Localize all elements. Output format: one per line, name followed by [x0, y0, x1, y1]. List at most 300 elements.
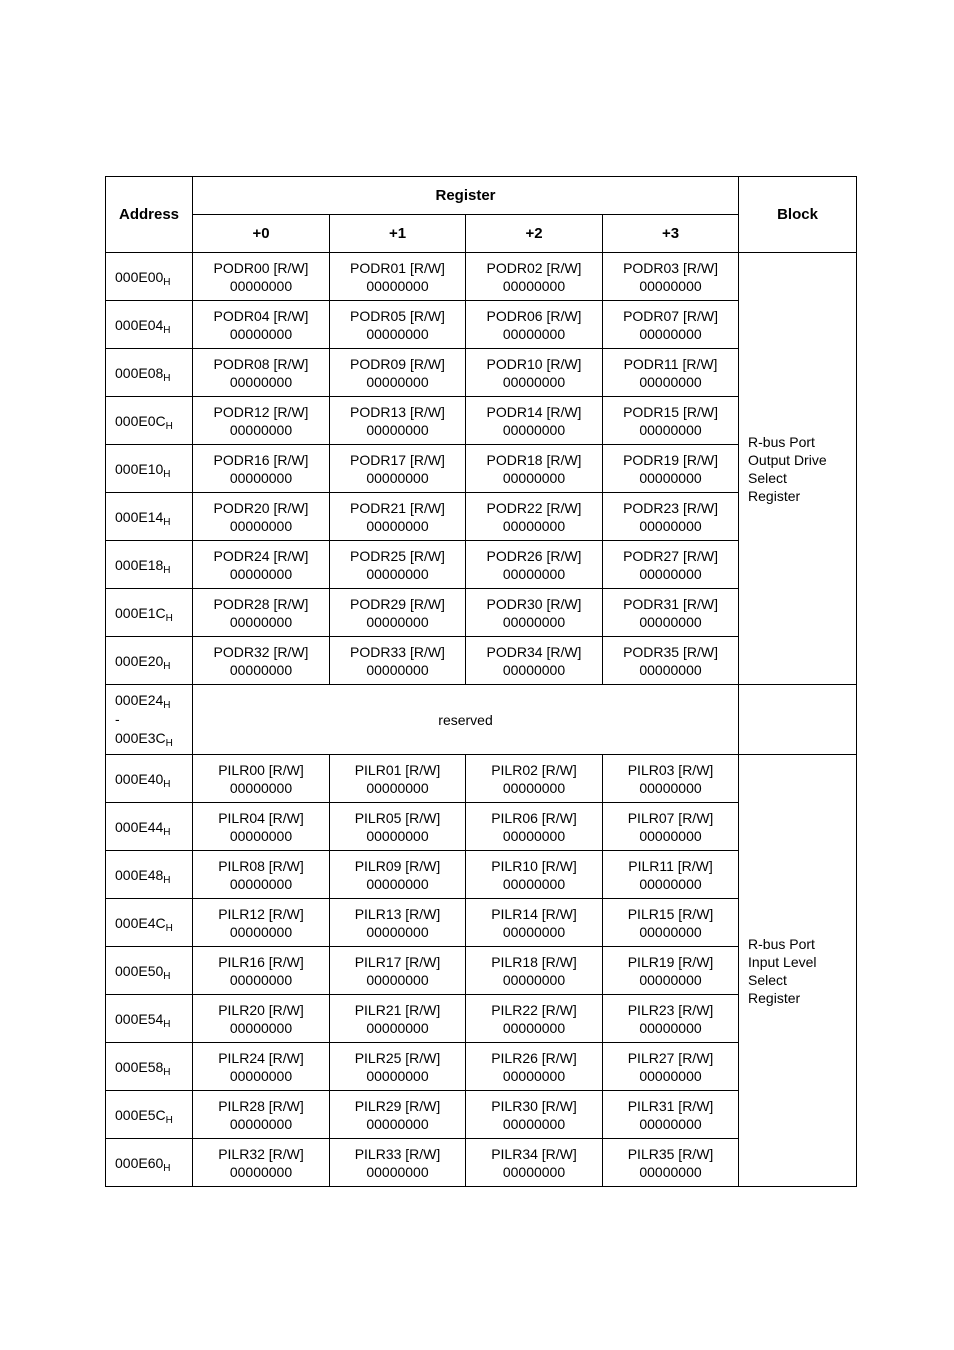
address-value: 000E08 [115, 364, 164, 381]
register-cell [330, 1139, 466, 1187]
block-description [739, 253, 857, 685]
register-cell [330, 349, 466, 397]
register-initial-value: 00000000 [502, 661, 566, 678]
address-value: 000E60 [115, 1154, 164, 1171]
register-cell [466, 995, 603, 1043]
register-initial-value: 00000000 [639, 1019, 702, 1036]
register-initial-value: 00000000 [366, 971, 429, 988]
register-name: PODR27 [R/W] [623, 547, 718, 564]
address-range-line [115, 710, 192, 729]
register-initial-value: 00000000 [639, 661, 702, 678]
register-name: PILR30 [R/W] [491, 1097, 577, 1114]
hex-suffix: H [163, 778, 171, 790]
register-initial-value: 00000000 [229, 277, 293, 294]
register-name: PILR31 [R/W] [627, 1097, 714, 1114]
hex-suffix: H [163, 276, 171, 288]
register-cell [466, 899, 603, 947]
register-initial-value: 00000000 [366, 1115, 429, 1132]
register-name: PODR07 [R/W] [623, 307, 718, 324]
table-row [106, 755, 857, 803]
hex-suffix: H [163, 324, 171, 336]
offset-header: +3 [603, 215, 739, 253]
register-name: PILR27 [R/W] [627, 1049, 714, 1066]
register-initial-value: 00000000 [229, 421, 293, 438]
register-initial-value: 00000000 [639, 1067, 702, 1084]
register-initial-value: 00000000 [366, 325, 429, 342]
hex-suffix: H [163, 874, 171, 886]
register-name: PODR26 [R/W] [486, 547, 582, 564]
register-name: PILR24 [R/W] [218, 1049, 304, 1066]
register-cell [466, 755, 603, 803]
register-cell [330, 755, 466, 803]
register-name: PILR34 [R/W] [491, 1145, 577, 1162]
register-cell [603, 947, 739, 995]
register-cell [330, 803, 466, 851]
register-initial-value: 00000000 [639, 517, 702, 534]
register-name: PODR28 [R/W] [213, 595, 309, 612]
hex-suffix: H [163, 700, 171, 711]
address-cell [106, 493, 193, 541]
reserved-label: reserved [193, 685, 739, 755]
register-name: PILR21 [R/W] [354, 1001, 441, 1018]
register-table-body [106, 253, 857, 1187]
register-initial-value: 00000000 [366, 517, 429, 534]
register-cell [603, 589, 739, 637]
register-cell [193, 899, 330, 947]
register-cell [466, 637, 603, 685]
register-cell [466, 1091, 603, 1139]
hex-suffix: H [163, 468, 171, 480]
register-name: PILR12 [R/W] [218, 905, 304, 922]
register-name: PODR19 [R/W] [623, 451, 718, 468]
register-cell [330, 493, 466, 541]
offset-header: +0 [193, 215, 330, 253]
hex-suffix: H [163, 564, 171, 576]
register-name: PILR10 [R/W] [491, 857, 577, 874]
register-name: PODR13 [R/W] [350, 403, 445, 420]
address-value: 000E0C [115, 412, 166, 429]
register-name: PODR24 [R/W] [213, 547, 309, 564]
register-initial-value: 00000000 [229, 1115, 293, 1132]
register-name: PILR00 [R/W] [218, 761, 304, 778]
register-initial-value: 00000000 [639, 1115, 702, 1132]
register-initial-value: 00000000 [502, 373, 566, 390]
register-name: PILR29 [R/W] [354, 1097, 441, 1114]
register-cell [603, 899, 739, 947]
register-name: PILR17 [R/W] [354, 953, 441, 970]
address-cell [106, 1091, 193, 1139]
register-name: PILR01 [R/W] [354, 761, 441, 778]
register-cell [466, 253, 603, 301]
register-initial-value: 00000000 [229, 325, 293, 342]
register-initial-value: 00000000 [366, 779, 429, 796]
address-value: 000E14 [115, 508, 164, 525]
register-name: PODR09 [R/W] [350, 355, 445, 372]
register-initial-value: 00000000 [366, 875, 429, 892]
register-name: PODR25 [R/W] [350, 547, 445, 564]
register-name: PILR23 [R/W] [627, 1001, 714, 1018]
block-description [739, 755, 857, 1187]
register-cell [603, 1139, 739, 1187]
register-name: PODR31 [R/W] [623, 595, 718, 612]
block-text-line: Select [748, 971, 787, 988]
register-name: PODR05 [R/W] [350, 307, 445, 324]
hex-suffix: H [163, 516, 171, 528]
register-name: PILR16 [R/W] [218, 953, 304, 970]
register-name: PODR02 [R/W] [486, 259, 582, 276]
register-initial-value: 00000000 [229, 875, 293, 892]
address-value: 000E04 [115, 316, 164, 333]
address-cell [106, 803, 193, 851]
register-initial-value: 00000000 [502, 971, 566, 988]
register-name: PILR32 [R/W] [218, 1145, 304, 1162]
register-name: PILR28 [R/W] [218, 1097, 304, 1114]
register-cell [330, 253, 466, 301]
register-initial-value: 00000000 [366, 827, 429, 844]
register-initial-value: 00000000 [502, 875, 566, 892]
register-initial-value: 00000000 [229, 517, 293, 534]
register-initial-value: 00000000 [502, 1115, 566, 1132]
register-name: PODR20 [R/W] [213, 499, 309, 516]
address-cell [106, 253, 193, 301]
register-cell [193, 1043, 330, 1091]
register-name: PILR11 [R/W] [628, 857, 713, 874]
block-text-line: Select [748, 469, 787, 486]
register-cell [193, 637, 330, 685]
register-cell [603, 493, 739, 541]
address-value: 000E4C [115, 914, 166, 931]
register-initial-value: 00000000 [229, 565, 293, 582]
block-text-line: Output Drive [748, 451, 827, 468]
register-name: PODR32 [R/W] [213, 643, 309, 660]
register-name: PILR08 [R/W] [218, 857, 304, 874]
register-name: PODR11 [R/W] [623, 355, 718, 372]
register-name: PODR16 [R/W] [213, 451, 309, 468]
register-cell [603, 803, 739, 851]
register-name: PODR08 [R/W] [213, 355, 309, 372]
register-name: PODR22 [R/W] [486, 499, 582, 516]
address-value: 000E58 [115, 1058, 164, 1075]
register-initial-value: 00000000 [502, 469, 566, 486]
block-text-line: R-bus Port [748, 935, 815, 952]
register-initial-value: 00000000 [229, 1067, 293, 1084]
address-range-line [115, 691, 192, 710]
hex-suffix: H [165, 1114, 173, 1126]
register-cell [193, 301, 330, 349]
register-initial-value: 00000000 [639, 277, 702, 294]
address-value: 000E1C [115, 604, 166, 621]
register-name: PODR30 [R/W] [486, 595, 582, 612]
register-cell [330, 637, 466, 685]
address-value: 000E24 [115, 692, 164, 708]
register-initial-value: 00000000 [639, 565, 702, 582]
reserved-row [106, 685, 857, 755]
address-value: - [115, 711, 120, 727]
register-cell [193, 1091, 330, 1139]
register-name: PODR00 [R/W] [213, 259, 309, 276]
register-cell [330, 301, 466, 349]
register-name: PODR14 [R/W] [486, 403, 582, 420]
reserved-block-cell [739, 685, 857, 755]
register-cell [330, 1043, 466, 1091]
register-cell [603, 1043, 739, 1091]
register-cell [330, 947, 466, 995]
hex-suffix: H [165, 738, 173, 749]
address-value: 000E18 [115, 556, 164, 573]
register-cell [330, 851, 466, 899]
register-cell [466, 541, 603, 589]
address-cell [106, 397, 193, 445]
register-name: PILR13 [R/W] [354, 905, 441, 922]
address-cell [106, 899, 193, 947]
register-initial-value: 00000000 [502, 421, 566, 438]
register-initial-value: 00000000 [229, 613, 293, 630]
register-name: PODR29 [R/W] [350, 595, 445, 612]
register-initial-value: 00000000 [366, 277, 429, 294]
register-name: PODR01 [R/W] [350, 259, 445, 276]
address-cell [106, 1139, 193, 1187]
block-text-line: Register [748, 989, 801, 1006]
register-cell [193, 851, 330, 899]
register-name: PILR15 [R/W] [627, 905, 714, 922]
register-initial-value: 00000000 [639, 373, 702, 390]
register-cell [603, 397, 739, 445]
register-initial-value: 00000000 [639, 421, 702, 438]
register-name: PODR04 [R/W] [213, 307, 309, 324]
block-text-line: Input Level [748, 953, 817, 970]
hex-suffix: H [165, 922, 173, 934]
register-cell [466, 851, 603, 899]
register-cell [603, 637, 739, 685]
register-initial-value: 00000000 [502, 923, 566, 940]
register-cell [193, 589, 330, 637]
register-cell [193, 493, 330, 541]
register-initial-value: 00000000 [639, 1163, 702, 1180]
address-value: 000E10 [115, 460, 164, 477]
register-initial-value: 00000000 [639, 875, 702, 892]
register-initial-value: 00000000 [229, 779, 293, 796]
register-cell [466, 301, 603, 349]
address-range-line [115, 729, 192, 748]
register-name: PODR23 [R/W] [623, 499, 718, 516]
register-cell [466, 947, 603, 995]
hex-suffix: H [163, 372, 171, 384]
register-name: PODR12 [R/W] [213, 403, 309, 420]
address-value: 000E00 [115, 268, 164, 285]
register-cell [603, 253, 739, 301]
address-value: 000E40 [115, 770, 164, 787]
register-cell [466, 445, 603, 493]
hex-suffix: H [163, 1162, 171, 1174]
register-cell [603, 445, 739, 493]
register-initial-value: 00000000 [502, 779, 566, 796]
register-cell [466, 803, 603, 851]
register-map-table [105, 176, 857, 1187]
hex-suffix: H [163, 1066, 171, 1078]
address-value: 000E44 [115, 818, 164, 835]
register-name: PILR22 [R/W] [491, 1001, 577, 1018]
register-name: PODR17 [R/W] [350, 451, 445, 468]
address-cell [106, 637, 193, 685]
address-cell [106, 995, 193, 1043]
register-initial-value: 00000000 [639, 971, 702, 988]
register-initial-value: 00000000 [639, 325, 702, 342]
register-cell [466, 589, 603, 637]
hex-suffix: H [163, 970, 171, 982]
register-cell [466, 397, 603, 445]
register-cell [466, 349, 603, 397]
register-cell [193, 445, 330, 493]
register-name: PODR21 [R/W] [350, 499, 445, 516]
register-name: PILR18 [R/W] [491, 953, 577, 970]
register-cell [330, 589, 466, 637]
address-cell [106, 301, 193, 349]
register-cell [193, 541, 330, 589]
register-initial-value: 00000000 [229, 971, 293, 988]
hex-suffix: H [163, 660, 171, 672]
register-initial-value: 00000000 [639, 779, 702, 796]
hex-suffix: H [163, 826, 171, 838]
register-initial-value: 00000000 [229, 827, 293, 844]
register-cell [193, 253, 330, 301]
block-text-line: R-bus Port [748, 433, 815, 450]
address-cell [106, 1043, 193, 1091]
register-initial-value: 00000000 [366, 421, 429, 438]
register-cell [603, 541, 739, 589]
register-initial-value: 00000000 [366, 1067, 429, 1084]
register-initial-value: 00000000 [639, 469, 702, 486]
register-cell [193, 1139, 330, 1187]
register-name: PILR14 [R/W] [491, 905, 577, 922]
register-cell [603, 301, 739, 349]
address-value: 000E5C [115, 1106, 166, 1123]
register-initial-value: 00000000 [229, 469, 293, 486]
offset-header: +1 [330, 215, 466, 253]
address-value: 000E54 [115, 1010, 164, 1027]
offset-header: +2 [466, 215, 603, 253]
register-cell [330, 899, 466, 947]
register-name: PODR33 [R/W] [350, 643, 445, 660]
register-initial-value: 00000000 [366, 661, 429, 678]
register-initial-value: 00000000 [502, 277, 566, 294]
register-cell [466, 493, 603, 541]
register-cell [330, 995, 466, 1043]
register-name: PILR07 [R/W] [627, 809, 714, 826]
address-value: 000E20 [115, 652, 164, 669]
register-initial-value: 00000000 [229, 923, 293, 940]
register-name: PILR19 [R/W] [627, 953, 714, 970]
register-name: PODR35 [R/W] [623, 643, 718, 660]
register-name: PODR06 [R/W] [486, 307, 582, 324]
register-initial-value: 00000000 [502, 325, 566, 342]
register-initial-value: 00000000 [229, 373, 293, 390]
address-cell [106, 589, 193, 637]
register-cell [466, 1043, 603, 1091]
address-cell [106, 445, 193, 493]
register-name: PILR35 [R/W] [627, 1145, 714, 1162]
register-initial-value: 00000000 [366, 373, 429, 390]
register-cell [603, 851, 739, 899]
register-cell [330, 397, 466, 445]
register-name: PILR20 [R/W] [218, 1001, 304, 1018]
register-cell [193, 947, 330, 995]
register-initial-value: 00000000 [502, 565, 566, 582]
register-name: PILR04 [R/W] [218, 809, 304, 826]
block-column-header: Block [739, 177, 857, 253]
register-initial-value: 00000000 [502, 1067, 566, 1084]
register-cell [330, 541, 466, 589]
register-name: PODR18 [R/W] [486, 451, 582, 468]
block-text-line: Register [748, 487, 801, 504]
address-cell [106, 349, 193, 397]
register-name: PILR03 [R/W] [627, 761, 714, 778]
register-name: PODR03 [R/W] [623, 259, 718, 276]
address-value: 000E3C [115, 730, 166, 746]
register-initial-value: 00000000 [502, 1163, 566, 1180]
register-name: PILR33 [R/W] [354, 1145, 441, 1162]
register-cell [193, 755, 330, 803]
address-value: 000E50 [115, 962, 164, 979]
register-name: PILR05 [R/W] [354, 809, 441, 826]
register-cell [193, 349, 330, 397]
register-name: PILR26 [R/W] [491, 1049, 577, 1066]
register-name: PODR34 [R/W] [486, 643, 582, 660]
register-initial-value: 00000000 [502, 517, 566, 534]
register-initial-value: 00000000 [366, 923, 429, 940]
register-cell [603, 349, 739, 397]
register-name: PILR06 [R/W] [491, 809, 577, 826]
address-column-header: Address [106, 177, 193, 253]
register-initial-value: 00000000 [366, 1019, 429, 1036]
register-initial-value: 00000000 [366, 613, 429, 630]
register-column-header: Register [193, 177, 739, 215]
register-name: PILR02 [R/W] [491, 761, 577, 778]
register-initial-value: 00000000 [366, 469, 429, 486]
register-initial-value: 00000000 [229, 1163, 293, 1180]
register-cell [603, 995, 739, 1043]
register-initial-value: 00000000 [502, 613, 566, 630]
register-cell [603, 1091, 739, 1139]
register-initial-value: 00000000 [639, 923, 702, 940]
register-initial-value: 00000000 [502, 1019, 566, 1036]
register-initial-value: 00000000 [639, 613, 702, 630]
address-range-cell [106, 685, 193, 755]
address-cell [106, 947, 193, 995]
register-cell [603, 755, 739, 803]
register-cell [466, 1139, 603, 1187]
address-cell [106, 755, 193, 803]
hex-suffix: H [163, 1018, 171, 1030]
register-initial-value: 00000000 [366, 565, 429, 582]
register-name: PILR09 [R/W] [354, 857, 441, 874]
hex-suffix: H [165, 612, 173, 624]
register-name: PILR25 [R/W] [354, 1049, 441, 1066]
register-name: PODR15 [R/W] [623, 403, 718, 420]
register-initial-value: 00000000 [229, 661, 293, 678]
register-name: PODR10 [R/W] [486, 355, 582, 372]
table-row [106, 253, 857, 301]
register-initial-value: 00000000 [229, 1019, 293, 1036]
register-initial-value: 00000000 [639, 827, 702, 844]
register-cell [193, 995, 330, 1043]
hex-suffix: H [165, 420, 173, 432]
address-value: 000E48 [115, 866, 164, 883]
address-cell [106, 541, 193, 589]
register-initial-value: 00000000 [366, 1163, 429, 1180]
address-cell [106, 851, 193, 899]
register-cell [330, 1091, 466, 1139]
register-cell [193, 397, 330, 445]
